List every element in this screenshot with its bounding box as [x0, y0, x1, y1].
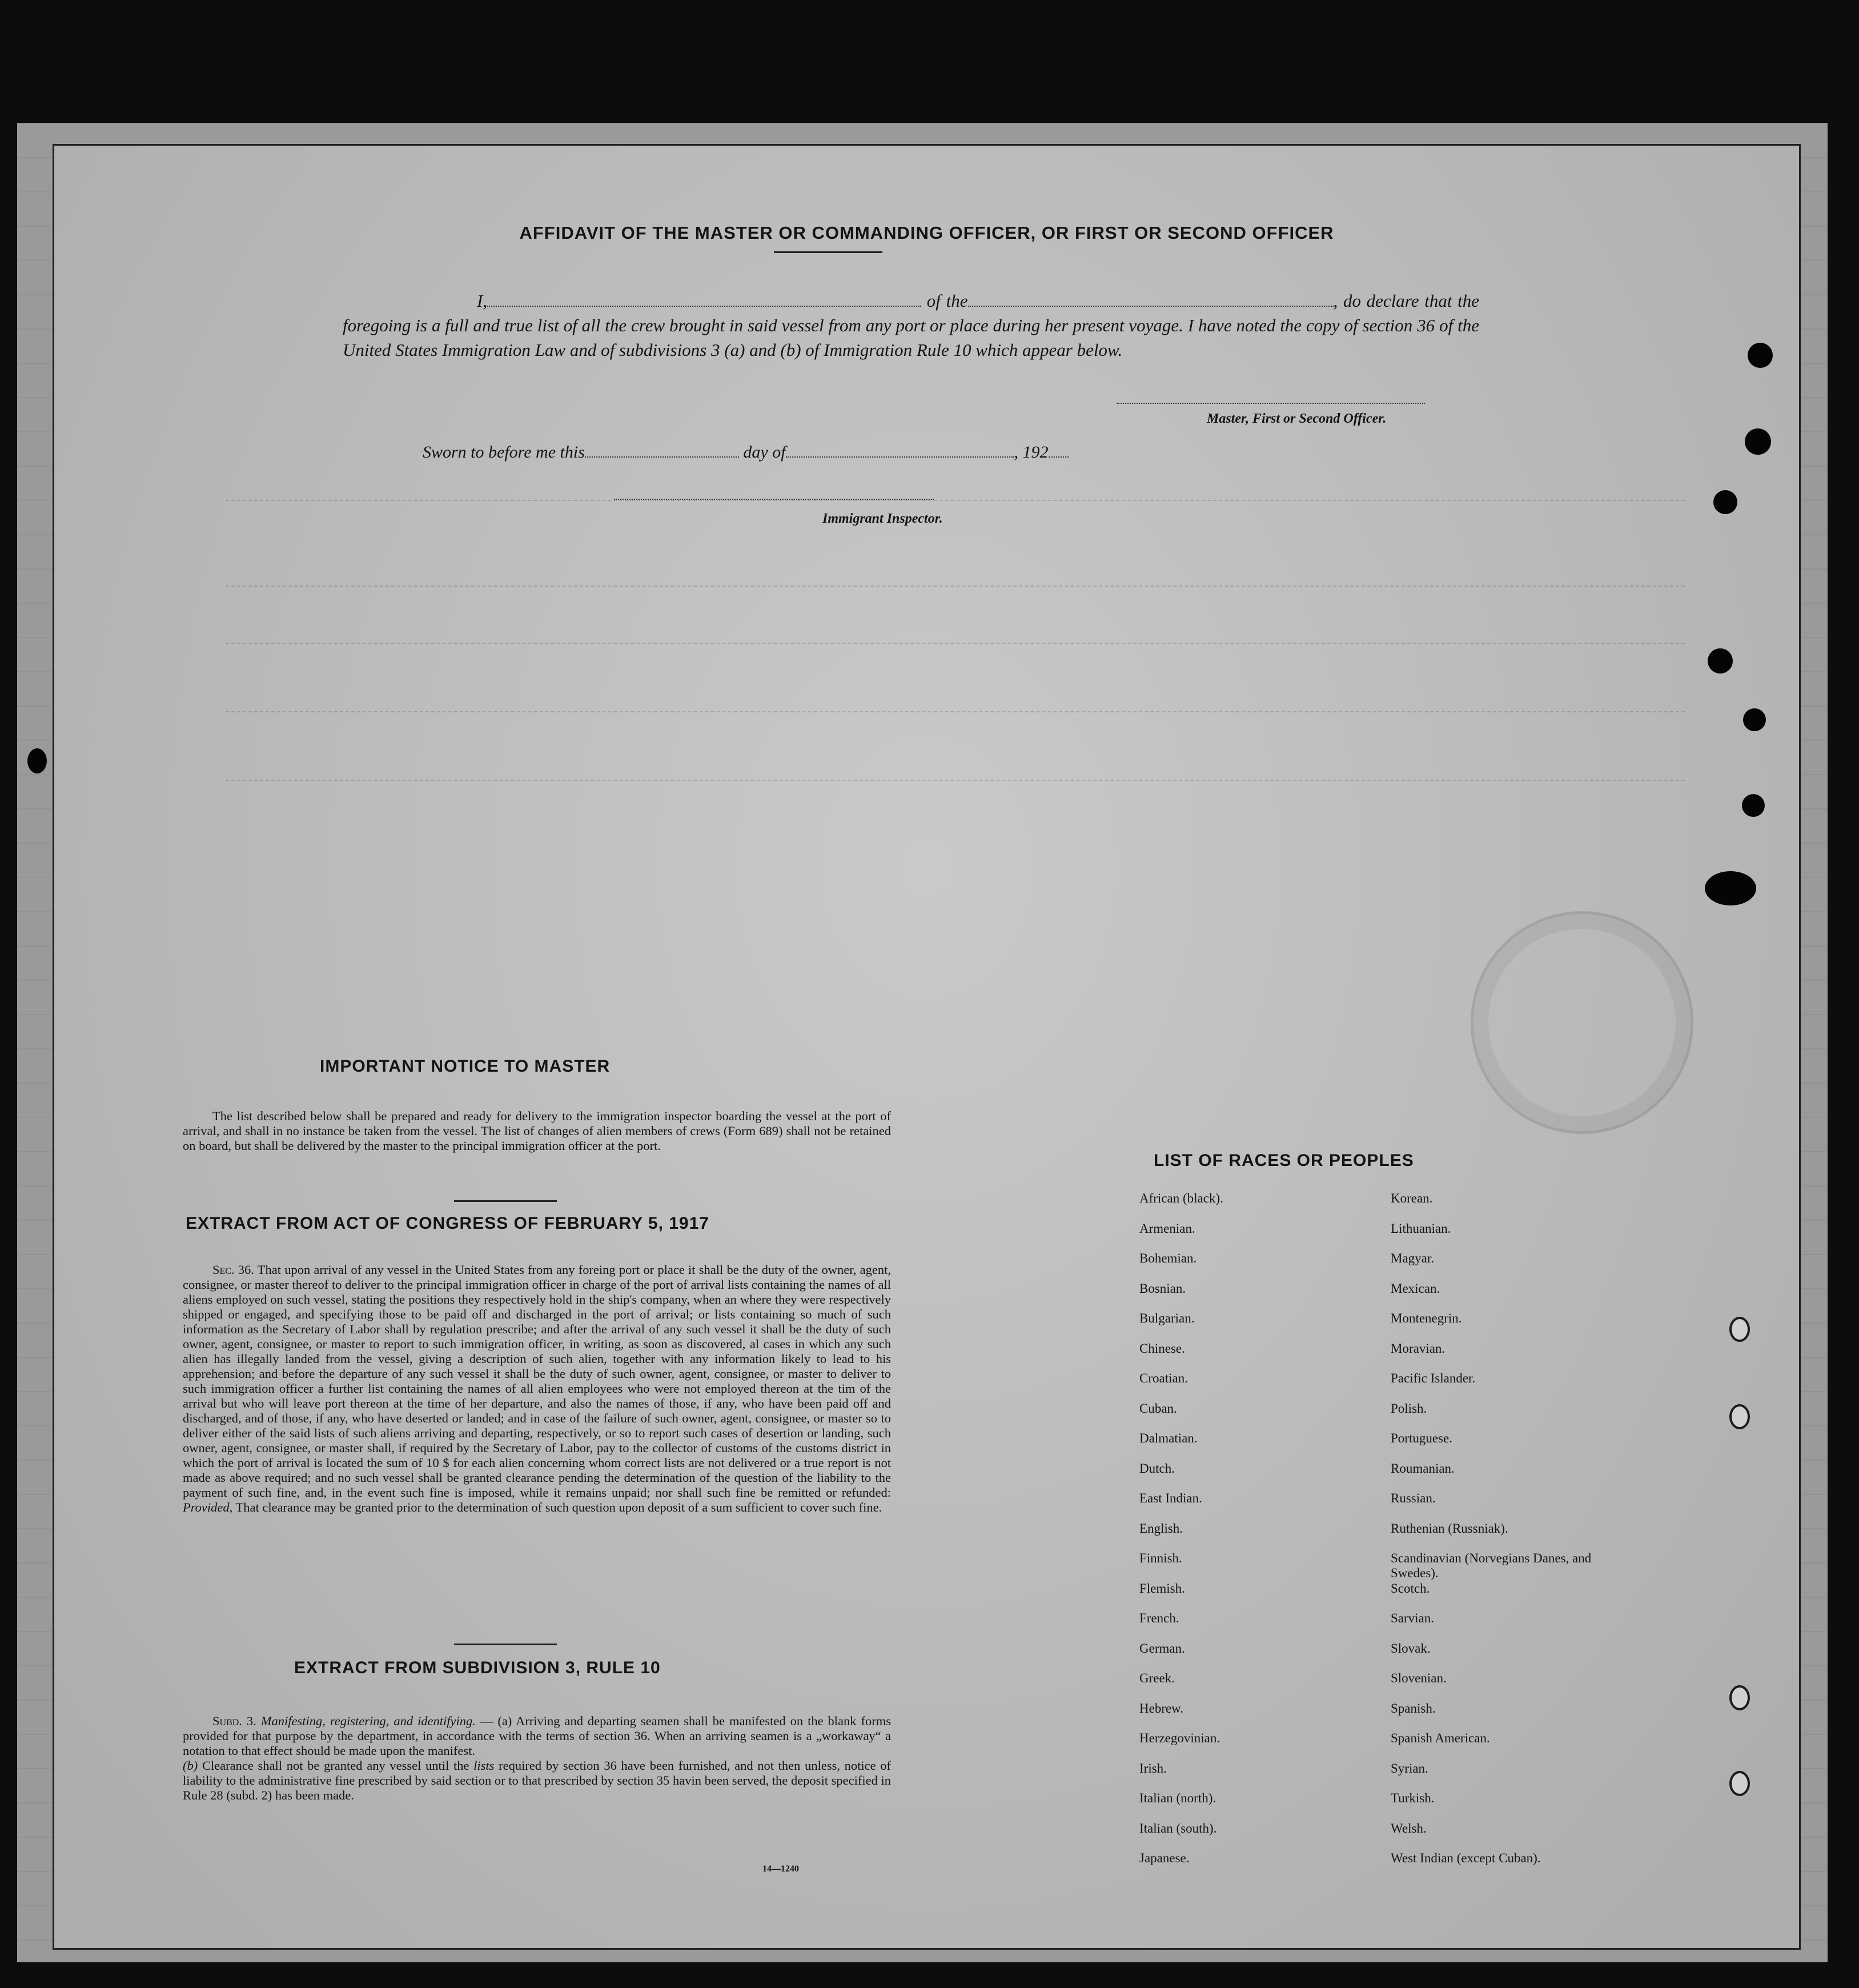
- title-rule: [774, 251, 882, 253]
- section-rule: [454, 1200, 557, 1202]
- sec-36-body: That upon arrival of any vessel in the United States from any foreing port or place it shall be the duty of the owner, agent, consignee, or master thereof to deliver to the principal immigration officer in charge of the port of arrival lists containing the names of all aliens employed on such vessel, stating the positions they respectively hold in the ship's company, when an where they were respectively shipped or engaged, and specifying those to be paid off and discharged in the port of arrival; or lists containing so much of such information as the Secretary of Labor shall by regulation prescribe; and after the arrival of any such vessel it shall be the duty of such owner, agent, consignee, or master to report to such immigration officer, in writing, as soon as discovered, al cases in which any such alien has illegally landed from the vessel, giving a description of such alien, together with any information likely to lead to his apprehension; and before the departure of any such vessel it shall be the duty of such owner, agent, consignee, or master to deliver to such immigration officer a further list containing the names of all alien employees who were not employed thereon at the tim of the arrival but who will leave port thereon at the time of her departure, and also the names of those, if any, who have been paid off and discharged, and of those, if any, who have deserted or landed; and in case of the failure of such owner, agent, consignee, or master so to deliver either of the said lists of such aliens arriving and departing, respectively, or so to report such cases of desertion or landing, such owner, agent, consignee, or master shall, if required by the Secretary of Labor, pay to the collector of customs of the customs district in which the port of arrival is located the sum of 10 $ for each alien concerning whom correct lists are not delivered or a true report is not made as above required; and no such vessel shall be granted clearance pending the determination of the question of the liability to the payment of such fine, and, in the event such fine is imposed, while it remains unpaid; nor shall such fine be remitted or refunded:: [183, 1262, 892, 1500]
- subd-heading: Manifesting, registering, and identifying.: [260, 1714, 476, 1728]
- race-item: Cuban.: [1139, 1401, 1177, 1416]
- race-item: Mexican.: [1391, 1281, 1440, 1296]
- race-item: English.: [1139, 1521, 1183, 1536]
- ink-blot: [1705, 871, 1756, 905]
- race-item: German.: [1139, 1641, 1185, 1656]
- race-item: Bulgarian.: [1139, 1311, 1195, 1325]
- binder-ring: [1729, 1685, 1750, 1710]
- punch-hole: [1743, 708, 1766, 731]
- sworn-year: , 192: [1014, 443, 1049, 462]
- race-item: Dutch.: [1139, 1461, 1175, 1476]
- race-item: Sarvian.: [1391, 1611, 1435, 1625]
- subd-b-rest: required by section 36 have been furnished, and not then unless, notice of liability to the administrative fine prescribed by said section or to that prescribed by section 35 havin been served, the deposit specified in Rule 28 (subd. 2) has been made.: [183, 1758, 892, 1802]
- race-item: Turkish.: [1391, 1791, 1435, 1805]
- race-item: West Indian (except Cuban).: [1391, 1851, 1541, 1865]
- race-item: Slovak.: [1391, 1641, 1431, 1656]
- binder-ring: [1729, 1404, 1750, 1429]
- bleed-through-row: [226, 586, 1685, 588]
- provided-text: That clearance may be granted prior to the determination of such question upon deposit of a sum sufficient to cover such fine.: [235, 1500, 882, 1514]
- race-item: Korean.: [1391, 1191, 1433, 1205]
- race-item: Syrian.: [1391, 1761, 1428, 1775]
- sworn-month-field[interactable]: [786, 443, 1014, 458]
- race-item: Spanish American.: [1391, 1731, 1490, 1745]
- race-item: Polish.: [1391, 1401, 1427, 1416]
- race-item: Armenian.: [1139, 1221, 1195, 1236]
- punch-hole: [1713, 490, 1737, 514]
- pronoun-i: I,: [477, 291, 488, 311]
- notice-text: The list described below shall be prepared and ready for delivery to the immigration inspector boarding the vessel at the port of arrival, and shall in no instance be taken from the vessel. The list of changes of alien members of crews (Form 689) shall not be retained on board, but shall be delivered by the master to the principal immigration officer at the port.: [183, 1109, 891, 1153]
- sworn-prefix: Sworn to before me this: [423, 443, 585, 462]
- faded-seal-stamp: [1471, 911, 1693, 1134]
- rule-extract-title: EXTRACT FROM SUBDIVISION 3, RULE 10: [294, 1658, 661, 1677]
- affidavit-title: AFFIDAVIT OF THE MASTER OR COMMANDING OFFICER, OR FIRST OR SECOND OFFICER: [519, 223, 1334, 243]
- bleed-through-row: [226, 643, 1685, 646]
- punch-hole: [1708, 648, 1733, 674]
- race-item: Portuguese.: [1391, 1431, 1452, 1445]
- inspector-signature-field[interactable]: [614, 499, 934, 500]
- declaration-paragraph: [343, 288, 1479, 362]
- race-item: African (black).: [1139, 1191, 1223, 1205]
- race-item: Slovenian.: [1391, 1671, 1447, 1685]
- race-item: Magyar.: [1391, 1251, 1435, 1265]
- race-item: Herzegovinian.: [1139, 1731, 1220, 1745]
- race-item: Flemish.: [1139, 1581, 1185, 1596]
- punch-hole: [27, 748, 47, 773]
- do-declare-text: , do declare: [1333, 291, 1419, 311]
- race-item: Bosnian.: [1139, 1281, 1186, 1296]
- name-field[interactable]: [487, 292, 921, 307]
- race-item: Bohemian.: [1139, 1251, 1197, 1265]
- race-item: Scandinavian (Norvegians Danes, and Swedes).: [1391, 1551, 1592, 1580]
- bleed-through-row: [226, 500, 1685, 503]
- subd-b-lists: lists: [473, 1758, 495, 1773]
- sworn-line: [423, 443, 1069, 462]
- race-item: East Indian.: [1139, 1491, 1202, 1505]
- binder-ring: [1729, 1771, 1750, 1796]
- race-item: Italian (north).: [1139, 1791, 1216, 1805]
- races-title: LIST OF RACES OR PEOPLES: [1154, 1151, 1414, 1170]
- officer-signature-label: Master, First or Second Officer.: [1207, 411, 1387, 426]
- subd-a-text: — (a) Arriving and departing seamen shall be manifested on the blank forms provided for that purpose by the department, in accordance with the terms of section 36. When an arriving seamen is a „workaway“ a notation to that effect should be made upon the manifest.: [183, 1714, 891, 1758]
- race-item: Spanish.: [1391, 1701, 1436, 1716]
- sworn-year-field[interactable]: [1049, 443, 1069, 458]
- subd-b-label: (b): [183, 1758, 198, 1773]
- officer-signature-field[interactable]: [1117, 403, 1425, 404]
- form-number: 14—1240: [762, 1864, 799, 1874]
- affidavit-page: [54, 146, 1799, 1948]
- sworn-day-of: day of: [743, 443, 786, 462]
- sec-label: Sec. 36.: [212, 1262, 254, 1277]
- race-item: Ruthenian (Russniak).: [1391, 1521, 1508, 1536]
- race-item: Russian.: [1391, 1491, 1436, 1505]
- race-item: Irish.: [1139, 1761, 1167, 1775]
- act-extract-title: EXTRACT FROM ACT OF CONGRESS OF FEBRUARY 5, 1917: [186, 1214, 709, 1233]
- race-item: Finnish.: [1139, 1551, 1182, 1565]
- race-item: Moravian.: [1391, 1341, 1446, 1356]
- subdivision-3-text: [183, 1714, 891, 1803]
- race-item: Croatian.: [1139, 1371, 1188, 1385]
- subd-b-text: Clearance shall not be granted any vessel until the: [202, 1758, 469, 1773]
- race-item: Lithuanian.: [1391, 1221, 1451, 1236]
- subd-label: Subd. 3.: [212, 1714, 256, 1728]
- race-item: Scotch.: [1391, 1581, 1430, 1596]
- section-36-text: [183, 1262, 891, 1515]
- sworn-day-field[interactable]: [585, 443, 739, 458]
- race-item: Dalmatian.: [1139, 1431, 1198, 1445]
- declaration-body: that the foregoing is a full and true list of all the crew brought in said vessel from any port or place during her present voyage. I have noted the copy of section 36 of the United States Immigration Law and of subdivisions 3 (a) and (b) of Immigration Rule 10 which appear below.: [343, 291, 1480, 360]
- binder-ring: [1729, 1317, 1750, 1342]
- notice-title: IMPORTANT NOTICE TO MASTER: [320, 1057, 611, 1076]
- punch-hole: [1742, 794, 1765, 817]
- race-item: Greek.: [1139, 1671, 1175, 1685]
- race-item: Montenegrin.: [1391, 1311, 1462, 1325]
- bleed-through-row: [226, 780, 1685, 783]
- punch-hole: [1745, 428, 1771, 455]
- race-item: Roumanian.: [1391, 1461, 1455, 1476]
- race-item: Chinese.: [1139, 1341, 1185, 1356]
- race-item: Welsh.: [1391, 1821, 1427, 1835]
- race-item: Japanese.: [1139, 1851, 1190, 1865]
- race-item: Hebrew.: [1139, 1701, 1184, 1716]
- vessel-name-field[interactable]: [968, 292, 1334, 307]
- race-item: French.: [1139, 1611, 1179, 1625]
- of-the-text: of the: [926, 291, 968, 311]
- section-rule: [454, 1644, 557, 1645]
- inspector-label: Immigrant Inspector.: [822, 511, 943, 526]
- punch-hole: [1748, 343, 1773, 368]
- race-item: Pacific Islander.: [1391, 1371, 1476, 1385]
- bleed-through-row: [226, 711, 1685, 714]
- race-item: Italian (south).: [1139, 1821, 1217, 1835]
- provided-label: Provided,: [183, 1500, 233, 1514]
